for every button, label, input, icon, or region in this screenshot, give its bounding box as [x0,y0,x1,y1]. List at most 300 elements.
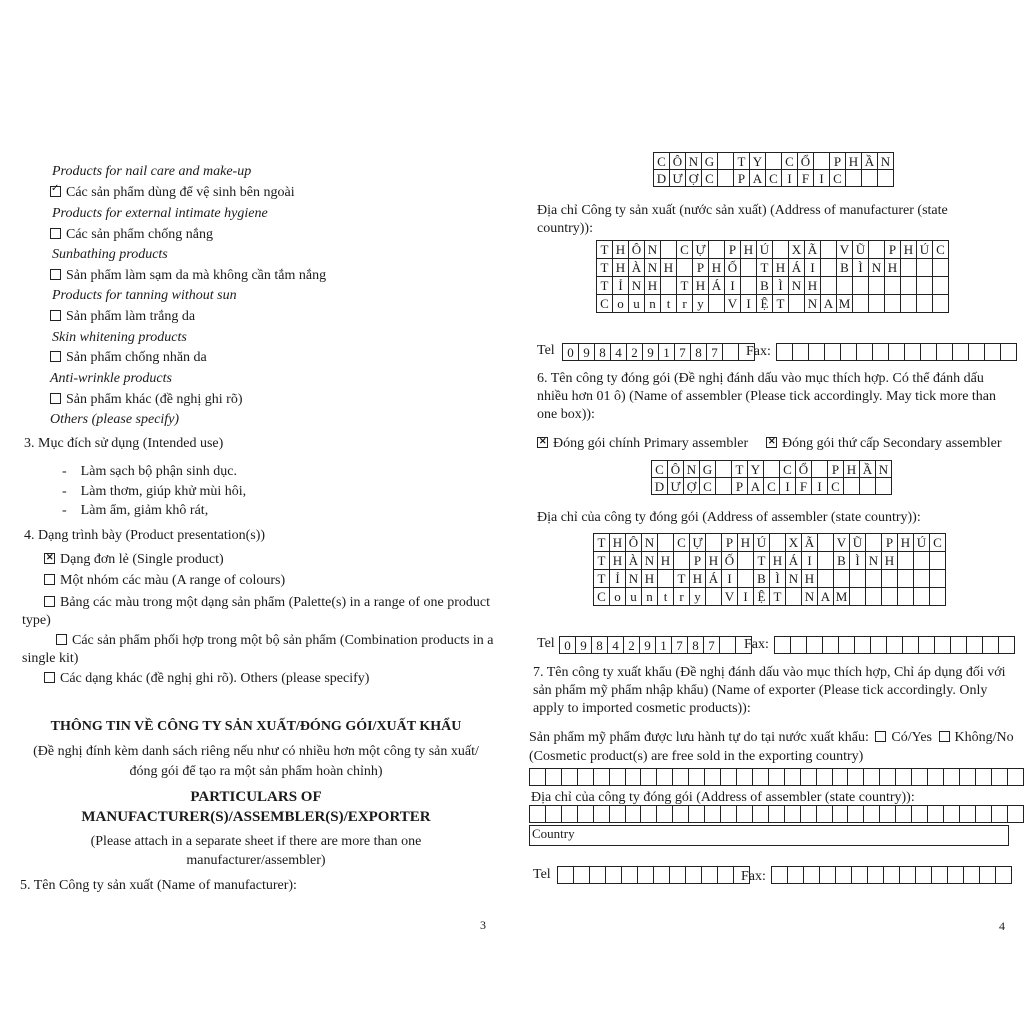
grid-cell[interactable]: 0 [560,637,576,654]
grid-cell[interactable]: V [837,241,853,259]
grid-cell[interactable] [718,170,734,187]
grid-cell[interactable] [657,769,673,786]
grid-cell[interactable]: H [898,534,914,552]
grid-cell[interactable] [818,552,834,570]
grid-cell[interactable]: B [757,277,773,295]
grid-cell[interactable] [673,806,689,823]
grid-cell[interactable]: Ú [754,534,770,552]
grid-cell[interactable] [896,806,912,823]
grid-cell[interactable]: n [645,295,661,313]
grid-cell[interactable]: H [645,277,661,295]
checkbox-icon[interactable] [50,228,61,239]
grid-cell[interactable]: N [876,461,892,478]
grid-cell[interactable] [866,534,882,552]
grid-cell[interactable]: Ầ [862,153,878,170]
grid-cell[interactable] [818,534,834,552]
assembler-option[interactable]: ✕ Đóng gói thứ cấp Secondary assembler [766,435,1001,453]
grid-cell[interactable] [689,769,705,786]
grid-cell[interactable] [577,769,593,786]
grid-cell[interactable]: N [869,259,885,277]
grid-cell[interactable] [820,867,836,884]
grid-cell[interactable]: N [645,259,661,277]
grid-cell[interactable] [882,588,898,606]
grid-cell[interactable]: Ự [693,241,709,259]
grid-cell[interactable]: T [594,552,610,570]
grid-cell[interactable]: T [597,277,613,295]
grid-cell[interactable]: I [805,259,821,277]
grid-cell[interactable]: H [773,259,789,277]
grid-cell[interactable] [736,769,752,786]
grid-cell[interactable]: N [786,570,802,588]
grid-cell[interactable]: N [866,552,882,570]
grid-cell[interactable] [855,637,871,654]
grid-cell[interactable]: Ự [690,534,706,552]
grid-cell[interactable] [914,588,930,606]
grid-cell[interactable]: H [805,277,821,295]
grid-cell[interactable]: I [741,295,757,313]
grid-cell[interactable] [853,295,869,313]
grid-cell[interactable]: o [610,588,626,606]
assembler-option[interactable]: ✕Đóng gói chính Primary assembler [537,435,748,453]
grid-cell[interactable] [716,478,732,495]
grid-cell[interactable] [853,277,869,295]
grid-cell[interactable]: Ư [670,170,686,187]
grid-cell[interactable] [814,153,830,170]
checkbox-icon[interactable] [50,310,61,321]
grid-cell[interactable]: C [654,153,670,170]
grid-cell[interactable] [930,570,946,588]
grid-cell[interactable] [784,806,800,823]
grid-cell[interactable]: Y [748,461,764,478]
grid-cell[interactable] [969,344,985,361]
grid-cell[interactable]: 1 [656,637,672,654]
grid-cell[interactable] [905,344,921,361]
grid-cell[interactable] [718,153,734,170]
grid-cell[interactable]: Ổ [796,461,812,478]
grid-cell[interactable]: T [597,259,613,277]
grid-cell[interactable]: A [748,478,764,495]
grid-cell[interactable] [983,637,999,654]
grid-cell[interactable]: r [674,588,690,606]
grid-cell[interactable]: X [786,534,802,552]
grid-cell[interactable] [789,295,805,313]
grid-cell[interactable] [741,259,757,277]
grid-cell[interactable] [937,344,953,361]
grid-cell[interactable]: 0 [563,344,579,361]
grid-cell[interactable]: V [722,588,738,606]
grid-cell[interactable]: I [780,478,796,495]
grid-cell[interactable]: t [661,295,677,313]
grid-cell[interactable] [932,867,948,884]
grid-cell[interactable]: C [652,461,668,478]
grid-cell[interactable] [821,277,837,295]
grid-cell[interactable] [777,344,793,361]
grid-cell[interactable] [848,769,864,786]
grid-cell[interactable] [791,637,807,654]
grid-cell[interactable]: u [629,295,645,313]
grid-cell[interactable] [991,769,1007,786]
grid-cell[interactable] [1001,344,1017,361]
grid-cell[interactable]: T [594,534,610,552]
grid-cell[interactable] [625,806,641,823]
grid-cell[interactable] [706,588,722,606]
grid-cell[interactable] [935,637,951,654]
grid-cell[interactable] [916,867,932,884]
grid-cell[interactable]: P [690,552,706,570]
grid-cell[interactable]: P [885,241,901,259]
grid-cell[interactable] [736,806,752,823]
grid-cell[interactable]: Ố [725,259,741,277]
grid-cell[interactable] [530,769,546,786]
grid-cell[interactable]: Ô [670,153,686,170]
grid-cell[interactable]: C [828,478,844,495]
exporter-address-field[interactable] [529,805,1024,823]
grid-cell[interactable] [871,637,887,654]
grid-cell[interactable]: F [798,170,814,187]
grid-cell[interactable]: P [732,478,748,495]
grid-cell[interactable] [766,153,782,170]
grid-cell[interactable]: 8 [592,637,608,654]
grid-cell[interactable]: N [789,277,805,295]
grid-cell[interactable]: H [690,570,706,588]
checkbox-icon[interactable] [50,351,61,362]
grid-cell[interactable] [878,170,894,187]
grid-cell[interactable]: Ì [853,259,869,277]
grid-cell[interactable] [709,295,725,313]
grid-cell[interactable]: n [642,588,658,606]
grid-cell[interactable]: H [770,552,786,570]
grid-cell[interactable]: Ệ [757,295,773,313]
grid-cell[interactable] [752,769,768,786]
grid-cell[interactable] [959,806,975,823]
grid-cell[interactable]: H [709,259,725,277]
grid-cell[interactable] [864,769,880,786]
grid-cell[interactable] [836,867,852,884]
grid-cell[interactable]: 8 [595,344,611,361]
grid-cell[interactable]: Ú [757,241,773,259]
grid-cell[interactable]: Ỉ [613,277,629,295]
grid-cell[interactable] [793,344,809,361]
grid-cell[interactable] [764,461,780,478]
grid-cell[interactable] [857,344,873,361]
grid-cell[interactable] [752,806,768,823]
grid-cell[interactable]: D [654,170,670,187]
x-checkbox-icon[interactable] [44,553,55,564]
no-checkbox-icon[interactable] [939,731,950,742]
grid-cell[interactable] [933,277,949,295]
grid-cell[interactable] [943,769,959,786]
grid-cell[interactable] [930,552,946,570]
grid-cell[interactable]: G [702,153,718,170]
checklist-item[interactable]: Sản phẩm làm trắng da [50,308,195,326]
grid-cell[interactable] [928,769,944,786]
grid-cell[interactable]: T [757,259,773,277]
grid-cell[interactable] [901,259,917,277]
checkbox-icon[interactable] [56,634,67,645]
grid-cell[interactable]: P [882,534,898,552]
grid-cell[interactable] [975,806,991,823]
grid-cell[interactable]: 2 [624,637,640,654]
grid-cell[interactable] [948,867,964,884]
grid-cell[interactable] [545,806,561,823]
grid-cell[interactable]: Ú [917,241,933,259]
grid-cell[interactable] [882,570,898,588]
grid-cell[interactable] [912,806,928,823]
grid-cell[interactable]: P [734,170,750,187]
grid-cell[interactable] [901,295,917,313]
grid-cell[interactable]: P [725,241,741,259]
grid-cell[interactable] [816,806,832,823]
grid-cell[interactable] [809,344,825,361]
grid-cell[interactable] [860,478,876,495]
grid-cell[interactable] [738,570,754,588]
grid-cell[interactable] [896,769,912,786]
grid-cell[interactable] [741,277,757,295]
grid-cell[interactable] [593,769,609,786]
grid-cell[interactable] [821,241,837,259]
grid-cell[interactable] [996,867,1012,884]
grid-cell[interactable] [1007,769,1023,786]
grid-cell[interactable]: T [597,241,613,259]
grid-cell[interactable]: Ã [802,534,818,552]
x-checkbox-icon[interactable] [766,437,777,448]
grid-cell[interactable] [558,867,574,884]
grid-cell[interactable] [933,259,949,277]
grid-cell[interactable] [641,769,657,786]
grid-cell[interactable]: P [828,461,844,478]
presentation-option[interactable]: Bảng các màu trong một dạng sản phẩm (Palette(s) in a range of one product type) [22,595,490,628]
grid-cell[interactable]: Á [706,570,722,588]
grid-cell[interactable] [804,867,820,884]
grid-cell[interactable] [775,637,791,654]
grid-cell[interactable]: C [930,534,946,552]
grid-cell[interactable] [772,867,788,884]
grid-cell[interactable] [658,534,674,552]
grid-cell[interactable] [784,769,800,786]
grid-cell[interactable]: Ổ [798,153,814,170]
grid-cell[interactable]: M [837,295,853,313]
grid-cell[interactable] [869,295,885,313]
exporter-country-field[interactable] [529,825,1009,846]
grid-cell[interactable] [880,806,896,823]
checklist-item[interactable]: Sản phẩm chống nhăn da [50,349,207,367]
grid-cell[interactable] [622,867,638,884]
grid-cell[interactable] [967,637,983,654]
grid-cell[interactable] [800,806,816,823]
grid-cell[interactable]: A [750,170,766,187]
grid-cell[interactable]: Ú [914,534,930,552]
grid-cell[interactable]: 9 [576,637,592,654]
grid-cell[interactable]: 9 [640,637,656,654]
grid-cell[interactable]: I [725,277,741,295]
grid-cell[interactable] [818,570,834,588]
checklist-item[interactable]: Sản phẩm làm sạm da mà không cần tắm nắng [50,267,326,285]
grid-cell[interactable]: y [690,588,706,606]
grid-cell[interactable]: N [805,295,821,313]
grid-cell[interactable] [928,806,944,823]
grid-cell[interactable]: P [830,153,846,170]
grid-cell[interactable]: H [738,534,754,552]
grid-cell[interactable] [953,344,969,361]
grid-cell[interactable] [985,344,1001,361]
grid-cell[interactable] [670,867,686,884]
grid-cell[interactable] [930,588,946,606]
grid-cell[interactable] [686,867,702,884]
grid-cell[interactable] [641,806,657,823]
grid-cell[interactable] [837,277,853,295]
grid-cell[interactable]: T [594,570,610,588]
presentation-option[interactable]: Các dạng khác (đề nghị ghi rõ). Others (please specify) [44,670,369,688]
grid-cell[interactable] [606,867,622,884]
grid-cell[interactable] [545,769,561,786]
grid-cell[interactable] [839,637,855,654]
grid-cell[interactable]: C [782,153,798,170]
grid-cell[interactable] [661,241,677,259]
grid-cell[interactable]: H [846,153,862,170]
grid-cell[interactable]: Ũ [853,241,869,259]
grid-cell[interactable]: H [658,552,674,570]
x-checkbox-icon[interactable] [537,437,548,448]
grid-cell[interactable] [706,534,722,552]
grid-cell[interactable]: A [821,295,837,313]
grid-cell[interactable]: I [782,170,798,187]
grid-cell[interactable] [850,588,866,606]
grid-cell[interactable] [738,552,754,570]
grid-cell[interactable] [917,259,933,277]
grid-cell[interactable] [654,867,670,884]
grid-cell[interactable]: Ợ [686,170,702,187]
tel-field[interactable] [557,866,750,884]
grid-cell[interactable]: Ệ [754,588,770,606]
checklist-item[interactable]: ✓Các sản phẩm dùng để vệ sinh bên ngoài [50,184,295,202]
grid-cell[interactable] [841,344,857,361]
grid-cell[interactable]: C [780,461,796,478]
grid-cell[interactable]: r [677,295,693,313]
grid-cell[interactable]: 9 [643,344,659,361]
grid-cell[interactable]: B [754,570,770,588]
grid-cell[interactable] [609,806,625,823]
grid-cell[interactable] [991,806,1007,823]
grid-cell[interactable]: I [814,170,830,187]
grid-cell[interactable] [609,769,625,786]
grid-cell[interactable]: 4 [608,637,624,654]
grid-cell[interactable] [661,277,677,295]
grid-cell[interactable] [773,241,789,259]
grid-cell[interactable]: À [629,259,645,277]
grid-cell[interactable]: T [773,295,789,313]
grid-cell[interactable]: H [741,241,757,259]
grid-cell[interactable]: N [629,277,645,295]
grid-cell[interactable]: Ư [668,478,684,495]
grid-cell[interactable]: o [613,295,629,313]
grid-cell[interactable]: I [738,588,754,606]
grid-cell[interactable] [723,344,739,361]
grid-cell[interactable] [898,552,914,570]
grid-cell[interactable] [709,241,725,259]
grid-cell[interactable]: C [677,241,693,259]
grid-cell[interactable] [848,806,864,823]
grid-cell[interactable]: H [610,534,626,552]
grid-cell[interactable] [718,867,734,884]
grid-cell[interactable] [917,277,933,295]
grid-cell[interactable]: T [677,277,693,295]
grid-cell[interactable] [862,170,878,187]
grid-cell[interactable] [980,867,996,884]
grid-cell[interactable] [638,867,654,884]
grid-cell[interactable]: A [818,588,834,606]
grid-cell[interactable] [821,259,837,277]
grid-cell[interactable] [721,769,737,786]
grid-cell[interactable]: Ã [805,241,821,259]
grid-cell[interactable]: H [885,259,901,277]
checkbox-icon[interactable] [44,574,55,585]
grid-cell[interactable]: Ì [770,570,786,588]
grid-cell[interactable] [832,806,848,823]
grid-cell[interactable] [889,344,905,361]
grid-cell[interactable] [880,769,896,786]
grid-cell[interactable] [885,295,901,313]
grid-cell[interactable]: Ợ [684,478,700,495]
grid-cell[interactable]: Ô [668,461,684,478]
grid-cell[interactable]: X [789,241,805,259]
grid-cell[interactable] [721,806,737,823]
grid-cell[interactable]: I [812,478,828,495]
grid-cell[interactable] [852,867,868,884]
grid-cell[interactable] [590,867,606,884]
grid-cell[interactable]: Á [709,277,725,295]
grid-cell[interactable] [898,588,914,606]
grid-cell[interactable] [832,769,848,786]
checklist-item[interactable]: Các sản phẩm chống nắng [50,226,213,244]
grid-cell[interactable]: C [764,478,780,495]
grid-cell[interactable]: N [686,153,702,170]
grid-cell[interactable] [943,806,959,823]
exporter-name-field[interactable] [529,768,1024,786]
grid-cell[interactable]: H [642,570,658,588]
grid-cell[interactable]: B [837,259,853,277]
grid-cell[interactable] [975,769,991,786]
grid-cell[interactable]: N [642,534,658,552]
grid-cell[interactable]: H [802,570,818,588]
grid-cell[interactable]: P [722,534,738,552]
grid-cell[interactable]: I [802,552,818,570]
grid-cell[interactable] [921,344,937,361]
grid-cell[interactable] [823,637,839,654]
grid-cell[interactable]: C [674,534,690,552]
grid-cell[interactable]: V [725,295,741,313]
grid-cell[interactable] [959,769,975,786]
grid-cell[interactable]: H [901,241,917,259]
grid-cell[interactable] [816,769,832,786]
yes-checkbox-icon[interactable] [875,731,886,742]
grid-cell[interactable]: N [802,588,818,606]
grid-cell[interactable] [800,769,816,786]
grid-cell[interactable] [720,637,736,654]
grid-cell[interactable]: T [754,552,770,570]
grid-cell[interactable] [705,769,721,786]
grid-cell[interactable] [866,570,882,588]
grid-cell[interactable]: 8 [688,637,704,654]
grid-cell[interactable]: 9 [579,344,595,361]
grid-cell[interactable] [786,588,802,606]
grid-cell[interactable] [850,570,866,588]
grid-cell[interactable]: 8 [691,344,707,361]
grid-cell[interactable] [825,344,841,361]
grid-cell[interactable]: Ỉ [610,570,626,588]
grid-cell[interactable] [884,867,900,884]
grid-cell[interactable]: Ố [722,552,738,570]
fax-field[interactable] [771,866,1012,884]
